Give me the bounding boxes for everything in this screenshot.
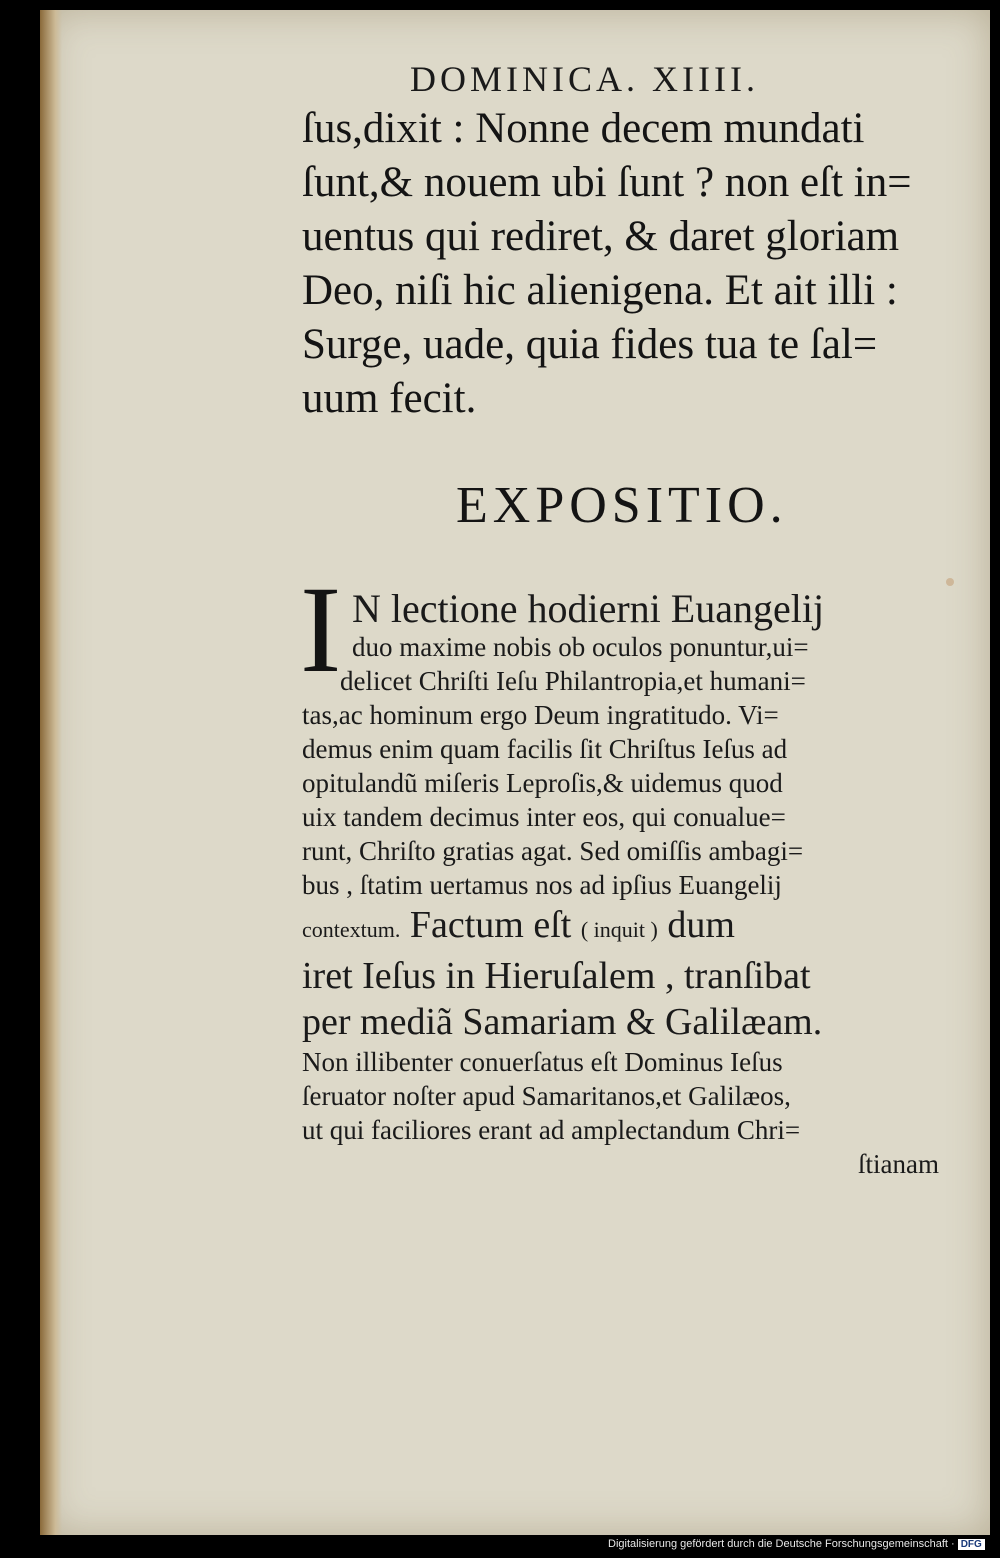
verse-line: uum fecit. [302,375,477,422]
body-fragment: contextum. [302,917,401,942]
section-heading: EXPOSITIO. [456,477,788,534]
exposition-text [302,584,964,1181]
body-line: iret Ieſus in Hieruſalem , tranſibat [302,955,811,997]
body-line: per mediã Samariam & Galilæam. [302,1001,823,1043]
body-line-mixed [302,902,964,953]
verse-line: ſus,dixit : Nonne decem mundati [302,105,865,152]
body-line: opitulandũ miſeris Leproſis,& uidemus quod [302,768,783,798]
gospel-verse [302,102,964,426]
body-line: tas,ac hominum ergo Deum ingratitudo. Vi= [302,700,779,730]
body-line: delicet Chriſti Ieſu Philantropia,et humani= [340,666,806,696]
catchword: ſtianam [858,1149,939,1179]
verse-line: Deo, niſi hic alienigena. Et ait illi : [302,267,898,314]
body-line: N lectione hodierni Euangelij [352,586,825,631]
body-fragment: ( inquit ) [580,917,658,942]
dfg-logo: DFG [958,1539,985,1550]
verse-line: ſunt,& nouem ubi ſunt ? non eſt in= [302,159,912,206]
verse-line: Surge, uade, quia fides tua te ſal= [302,321,878,368]
body-line: ut qui faciliores erant ad amplectandum Chri= [302,1115,801,1145]
body-fragment: dum [667,904,735,946]
body-fragment: Factum eſt [409,904,572,946]
drop-cap: I [300,561,342,698]
verse-line: uentus qui rediret, & daret gloriam [302,213,900,260]
body-line: Non illibenter conuerſatus eſt Dominus Ieſus [302,1047,783,1077]
body-line: demus enim quam facilis ſit Chriſtus Ieſus ad [302,734,788,764]
body-line: duo maxime nobis ob oculos ponuntur,ui= [352,632,809,662]
credit-text: Digitalisierung gefördert durch die Deutsche Forschungsgemeinschaft · [608,1538,955,1550]
body-line: uix tandem decimus inter eos, qui conualue= [302,802,786,832]
body-line: bus , ſtatim uertamus nos ad ipſius Euangelij [302,870,782,900]
body-line: runt, Chriſto gratias agat. Sed omiſſis ambagi= [302,836,804,866]
running-head: DOMINICA. XIIII. [410,59,759,99]
body-line: ſeruator noſter apud Samaritanos,et Galilæos, [302,1081,791,1111]
digitization-credit [608,1538,985,1550]
page-gutter [40,10,62,1535]
